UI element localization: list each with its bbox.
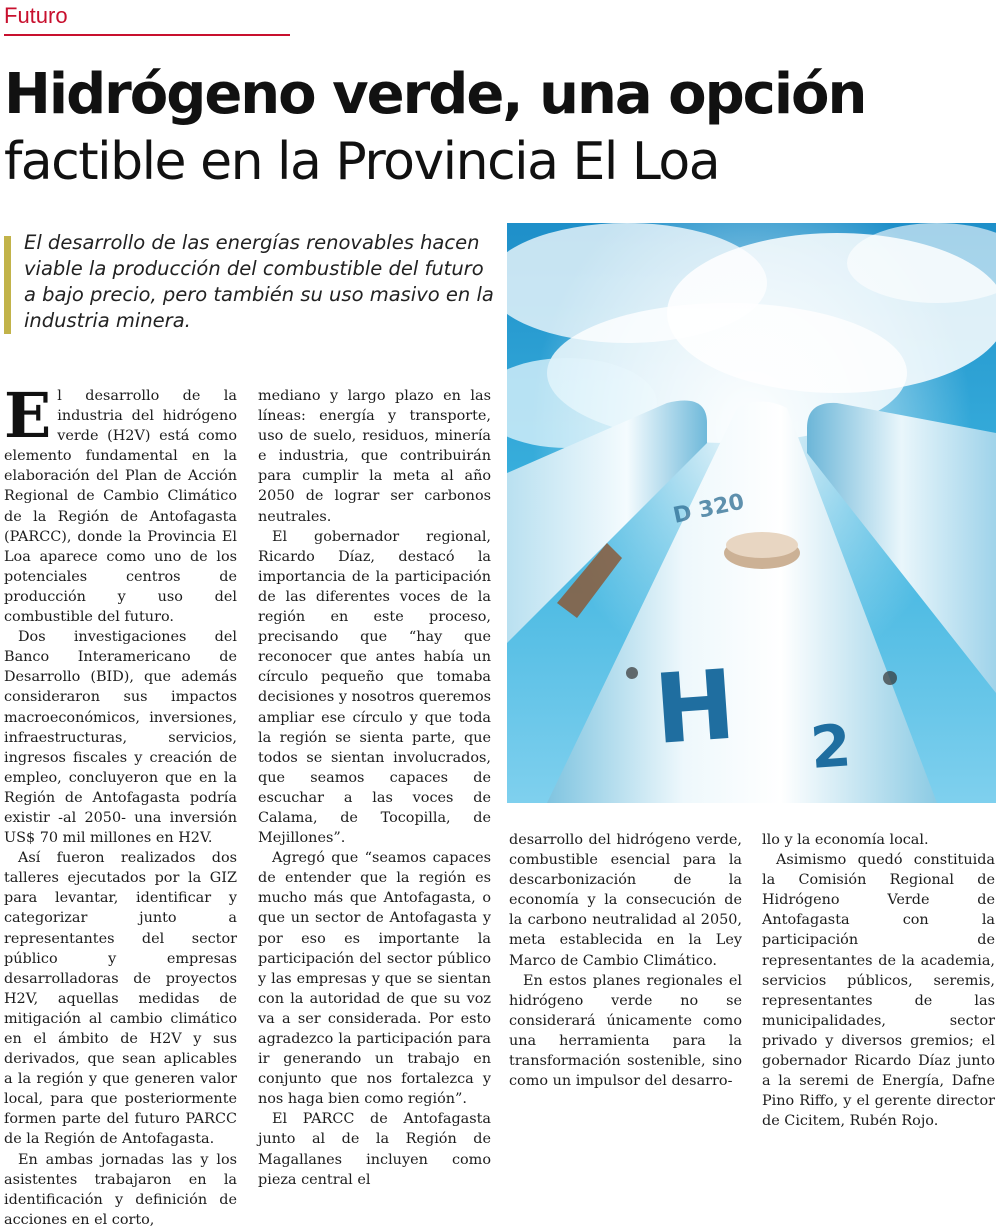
section-label: Futuro — [4, 3, 68, 28]
tank-subscript-label: 2 — [808, 711, 854, 782]
tank-code-text: D 320 — [671, 489, 747, 529]
article-column-2 — [258, 386, 491, 1190]
article-paragraph: En ambas jornadas las y los asistentes trabajaron en la identificación y definición de acciones en el corto, — [4, 1151, 237, 1228]
article-column-3 — [509, 830, 742, 1091]
headline-line-1: Hidrógeno verde, una opción — [4, 62, 866, 127]
article-paragraph: El desarrollo de la industria del hidrógeno verde (H2V) está como elemento fundamental en la elaboración del Plan de Acción Regional de Cambio Climático de la Región de Antofagasta (PARCC), donde la Provincia El Loa aparece como uno de los potenciales centros de producción y uso del combustible del futuro. — [4, 379, 237, 626]
lead-paragraph: El desarrollo de las energías renovables hacen viable la producción del combustible del futuro a bajo precio, pero también su uso masivo en la industria minera. — [24, 231, 494, 332]
article-paragraph: desarrollo del hidrógeno verde, combustible esencial para la descarbonización de la economía y la consecución de la carbono neutralidad al 2050, meta establecida en la Ley Marco de Cambio Climático. — [509, 832, 742, 969]
article-paragraph: mediano y largo plazo en las líneas: energía y transporte, uso de suelo, residuos, minería e industria, que contribuirán para cumplir la meta al año 2050 de lograr ser carbonos neutrales. — [258, 388, 491, 525]
section-rule — [4, 34, 290, 36]
drop-cap: E — [4, 379, 52, 452]
article-paragraph: llo y la economía local. — [762, 832, 929, 848]
article-paragraph: En estos planes regionales el hidrógeno verde no se considerará únicamente como una herramienta para la transformación sostenible, sino como un impulsor del desarro- — [509, 972, 742, 1090]
article-paragraph: El gobernador regional, Ricardo Díaz, destacó la importancia de la participación de las diferentes voces de la región en este proceso, precisando que “hay que reconocer que antes había un círculo pequeño que tomaba decisiones y nosotros queremos ampliar ese círculo y que toda la región se sienta parte, que todos se sientan involucrados, que seamos capaces de escuchar a las voces de Calama, de Tocopilla, de Mejillones”. — [258, 528, 491, 847]
article-column-4 — [762, 830, 995, 1131]
tank-h-label: H — [650, 648, 739, 766]
article-paragraph: Agregó que “seamos capaces de entender que la región es mucho más que Antofagasta, o que un sector de Antofagasta y por eso es importante la participación del sector público y las empresas y que se sientan con la autoridad de que su voz va a ser considerada. Por esto agradezco la participación para ir generando un trabajo en conjunto que nos fortalezca y nos haga bien como región”. — [258, 850, 491, 1108]
article-column-1 — [4, 379, 237, 1230]
article-paragraph: El PARCC de Antofagasta junto al de la Región de Magallanes incluyen como pieza central el — [258, 1111, 491, 1188]
article-paragraph: Asimismo quedó constituida la Comisión Regional de Hidrógeno Verde de Antofagasta con la participación de representantes de la academia, servicios públicos, seremis, representantes de las municipalidades, sector privado y diversos gremios; el gobernador Ricardo Díaz junto a la seremi de Energía, Dafne Pino Riffo, y el gerente director de Cicitem, Rubén Rojo. — [762, 852, 995, 1130]
article-paragraph: Así fueron realizados dos talleres ejecutados por la GIZ para levantar, identificar y categorizar junto a representantes del sector público y empresas desarrolladoras de proyectos H2V, aquellas medidas de mitigación al cambio climático en el ámbito de H2V y sus derivados, que sean aplicables a la región y que generen valor local, para que posteriormente formen parte del futuro PARCC de la Región de Antofagasta. — [4, 850, 237, 1148]
hydrogen-tanks-photo — [507, 223, 996, 803]
lead-accent-bar — [4, 236, 11, 334]
headline-line-2: factible en la Provincia El Loa — [4, 132, 720, 192]
article-paragraph: Dos investigaciones del Banco Interamericano de Desarrollo (BID), que además consideraron sus impactos macroeconómicos, inversiones, infraestructuras, servicios, ingresos fiscales y creación de empleo, concluyeron que en la Región de Antofagasta podría existir -al 2050- una inversión US$ 70 mil millones en H2V. — [4, 629, 237, 847]
